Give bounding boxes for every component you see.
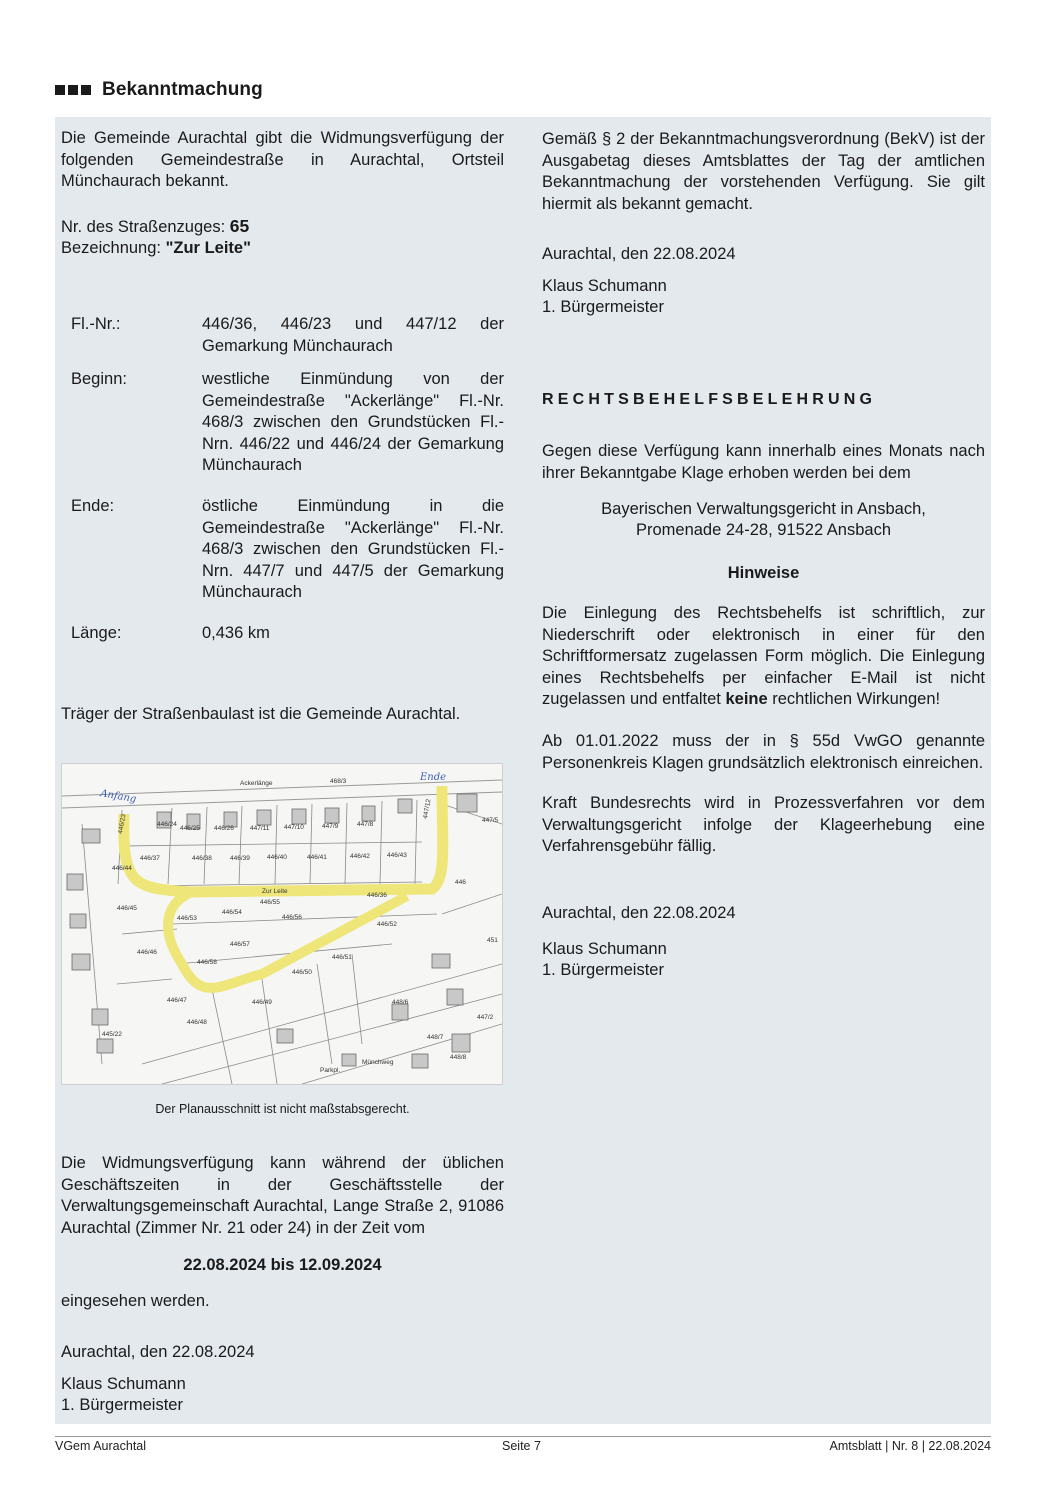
hinweis-2: Ab 01.01.2022 muss der in § 55d VwGO genannte Personenkreis Klagen grundsätzlich elektronisch einreichen. (542, 732, 985, 772)
detail-value: 0,436 km (202, 624, 270, 642)
parcel-label: 446/39 (230, 855, 250, 862)
eingesehen-text: eingesehen werden. (61, 1292, 210, 1310)
parcel-label: 446/26 (214, 825, 234, 832)
parcel-label: 446/46 (137, 949, 157, 956)
parcel-label: 447/10 (284, 824, 304, 831)
parcel-label: 446/50 (292, 969, 312, 976)
detail-row (61, 623, 504, 645)
signer-title: 1. Bürgermeister (61, 1396, 183, 1414)
detail-key: Fl.-Nr.: (71, 315, 121, 333)
parcel-label: 446/40 (267, 854, 287, 861)
hinweis-1: Die Einlegung des Rechtsbehelfs ist schriftlich, zur Niederschrift oder elektronisch in einer für den Schriftformersatz zugelassen Form möglich. Die Einlegung eines Rechtsbehelfs per einfacher E-Mail ist nicht zugelassen und entfaltet keine rechtlichen Wirkungen! (542, 604, 985, 708)
parcel-label: 446/45 (117, 905, 137, 912)
place-date: Aurachtal, den 22.08.2024 (61, 1343, 255, 1361)
signer-title: 1. Bürgermeister (542, 298, 664, 316)
parcel-label: 446/44 (112, 865, 132, 872)
rechtsbehelf-text: Gegen diese Verfügung kann innerhalb eines Monats nach ihrer Bekanntgabe Klage erhoben werden bei dem (542, 442, 985, 482)
parcel-label: 446/43 (387, 852, 407, 859)
parcel-label: 446/55 (260, 899, 280, 906)
label-parkplatz: Parkpl. (320, 1067, 341, 1074)
parcel-label: 446/49 (252, 999, 272, 1006)
parcel-label: 446/58 (197, 959, 217, 966)
parcel-label: 446/36 (367, 892, 387, 899)
parcel-label: 445/22 (102, 1031, 122, 1038)
label-ackerlaenge: Ackerlänge (240, 780, 273, 787)
signer-name: Klaus Schumann (542, 940, 667, 958)
parcel-label: 446/56 (282, 914, 302, 921)
intro-text: Die Gemeinde Aurachtal gibt die Widmungsverfügung der folgenden Gemeindestraße in Aurachtal, Ortsteil Münchaurach bekannt. (61, 129, 504, 190)
parcel-label: 446/53 (177, 915, 197, 922)
section-title: Bekanntmachung (102, 79, 263, 100)
zeitraum: 22.08.2024 bis 12.09.2024 (183, 1256, 382, 1274)
parcel-label: 448/8 (450, 1054, 467, 1061)
signer-name: Klaus Schumann (61, 1375, 186, 1393)
signer-title: 1. Bürgermeister (542, 961, 664, 979)
bekv-text: Gemäß § 2 der Bekanntmachungsverordnung (BekV) ist der Ausgabetag dieses Amtsblattes der Tag der amtlichen Bekanntmachung der vorstehenden Verfügung. Sie gilt hiermit als bekannt gemacht. (542, 130, 985, 213)
label-zur-leite: Zur Leite (262, 888, 288, 895)
rechtsbehelf-heading: RECHTSBEHELFSBELEHRUNG (542, 391, 877, 408)
road-zur-leite (124, 786, 443, 892)
parcel-label: 446/52 (377, 921, 397, 928)
detail-key: Beginn: (71, 370, 127, 388)
detail-key: Länge: (71, 624, 122, 642)
parcel-label: 446/25 (180, 825, 200, 832)
parcel-label: 447/5 (482, 817, 499, 824)
parcel-label: 446/54 (222, 909, 242, 916)
street-number: Nr. des Straßenzuges: 65 (61, 216, 250, 236)
site-plan-map (61, 763, 503, 1085)
parcel-label: 446/41 (307, 854, 327, 861)
detail-row (61, 369, 504, 477)
hinweis-3: Kraft Bundesrechts wird in Prozessverfahren vor dem Verwaltungsgericht infolge der Klageerhebung eine Verfahrensgebühr fällig. (542, 794, 985, 855)
parcel-label: 451 (487, 937, 498, 944)
detail-value: westliche Einmündung von der Gemeindestraße "Ackerlänge" Fl.-Nr. 468/3 zwischen den Grundstücken Fl.-Nrn. 446/22 und 446/24 der Gemarkung Münchaurach (202, 370, 504, 474)
court-address: Promenade 24-28, 91522 Ansbach (635, 521, 892, 539)
footer-right: Amtsblatt | Nr. 8 | 22.08.2024 (829, 1439, 991, 1453)
parcel-label: 448/7 (427, 1034, 444, 1041)
site-plan-svg (62, 764, 502, 1084)
parcel-label: 446/37 (140, 855, 160, 862)
footer-page: Seite 7 (502, 1439, 541, 1453)
footer-divider (55, 1436, 991, 1437)
detail-row (61, 496, 504, 604)
parcel-label: 447/11 (250, 825, 270, 832)
parcel-label: 446/57 (230, 941, 250, 948)
detail-value: 446/36, 446/23 und 447/12 der Gemarkung Münchaurach (202, 315, 504, 355)
parcel-label: 447/9 (322, 823, 339, 830)
road-zur-leite-loop (168, 892, 407, 988)
street-name: Bezeichnung: "Zur Leite" (61, 239, 251, 257)
place-date: Aurachtal, den 22.08.2024 (542, 904, 736, 922)
parcel-label: 446/42 (350, 853, 370, 860)
place-date: Aurachtal, den 22.08.2024 (542, 245, 736, 263)
label-ackerlaenge-nr: 468/3 (330, 778, 347, 785)
parcel-label: 446/51 (332, 954, 352, 961)
traeger-text: Träger der Straßenbaulast ist die Gemeinde Aurachtal. (61, 705, 461, 723)
square-icon (55, 85, 65, 95)
parcel-label: 446/47 (167, 997, 187, 1004)
detail-row (61, 314, 504, 357)
square-icon (81, 85, 91, 95)
parcel-label: 447/8 (357, 821, 374, 828)
start-marker: Anfang (99, 788, 138, 806)
parcel-label: 447/2 (477, 1014, 494, 1021)
detail-value: östliche Einmündung in die Gemeindestraße "Ackerlänge" Fl.-Nr. 468/3 zwischen den Grundstücken Fl.-Nrn. 447/7 und 447/5 der Gemarkung Münchaurach (202, 497, 504, 601)
court-name: Bayerischen Verwaltungsgericht in Ansbach, (601, 500, 926, 518)
square-icon (68, 85, 78, 95)
signer-name: Klaus Schumann (542, 277, 667, 295)
parcel-label: 446/24 (157, 821, 177, 828)
parcel-label: 446/48 (187, 1019, 207, 1026)
parcel-label: 446 (455, 879, 466, 886)
parcel-label: 446/23 (117, 813, 128, 835)
parcel-label: 447/12 (422, 798, 433, 820)
hinweise-heading: Hinweise (727, 564, 800, 582)
end-marker: Ende (420, 772, 447, 783)
detail-key: Ende: (71, 497, 115, 515)
parcel-label: 448/6 (392, 999, 409, 1006)
parcel-label: 446/38 (192, 855, 212, 862)
map-caption: Der Planausschnitt ist nicht maßstabsgerecht. (155, 1102, 410, 1116)
section-header (55, 78, 263, 102)
label-muenchweg: Münchweg (362, 1059, 394, 1066)
footer-left: VGem Aurachtal (55, 1439, 147, 1453)
einsicht-text: Die Widmungsverfügung kann während der üblichen Geschäftszeiten in der Geschäftsstelle der Verwaltungsgemeinschaft Aurachtal, Lange Straße 2, 91086 Aurachtal (Zimmer Nr. 21 oder 24) in der Zeit vom (61, 1154, 504, 1237)
